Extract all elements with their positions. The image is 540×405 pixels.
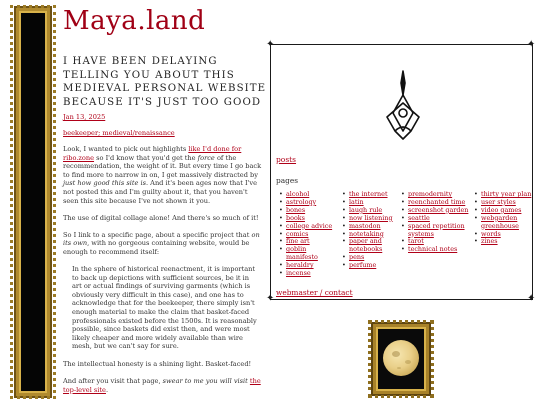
pages-column-2: [342, 191, 398, 270]
sidebar-panel: [266, 39, 536, 304]
page-link[interactable]: incense: [286, 269, 311, 278]
posts-link[interactable]: posts: [276, 155, 297, 164]
webmaster-contact-link[interactable]: webmaster / contact: [276, 288, 353, 297]
page-link[interactable]: screenshot garden: [408, 205, 469, 214]
ornate-pendant-emblem-icon: [373, 69, 433, 149]
page-link[interactable]: college advice: [286, 221, 333, 230]
moon-painting: [371, 322, 431, 396]
corner-ornament-icon: ✦: [266, 39, 275, 50]
page-link[interactable]: user styles: [481, 197, 516, 206]
page-link[interactable]: now listening: [349, 213, 393, 222]
corner-ornament-icon: ✦: [266, 293, 275, 304]
pages-column-3: [401, 191, 471, 254]
post-body: [63, 145, 263, 403]
page-link[interactable]: notetaking: [349, 229, 384, 238]
page-link[interactable]: webgarden greenhouse: [481, 213, 519, 230]
top-level-site-link[interactable]: the top-level site: [63, 377, 261, 394]
pages-column-1: [279, 191, 337, 278]
page-link[interactable]: thirty year plan: [481, 190, 532, 198]
page-link[interactable]: perfume: [349, 261, 377, 270]
post-title: I HAVE BEEN DELAYING TELLING YOU ABOUT THIS MEDIEVAL PERSONAL WEBSITE BECAUSE IT'S JUST TOO GOOD: [63, 56, 267, 108]
paragraph-4: The intellectual honesty is a shining light. Basket-faced!: [63, 359, 252, 368]
page-link[interactable]: pens: [349, 253, 365, 262]
page-link[interactable]: spaced repetition systems: [408, 221, 465, 238]
page-link[interactable]: reenchanted time: [408, 197, 466, 206]
paragraph-1: Look, I wanted to pick out highlights like I'd done for ribo.zone so I'd know that you'd get the force of the recommendation, the weight of it. But every time I go back to find more to narrow in on, I get massively distracted by just how good this site is. And it's been ages now that I've not posted this and I'm guilty about it, that you haven't seen this site because I've not shown it you.: [63, 145, 262, 205]
page-link[interactable]: seattle: [408, 213, 430, 222]
page-link[interactable]: astrology: [286, 197, 317, 206]
page-link[interactable]: goblin manifesto: [286, 245, 318, 262]
page-link[interactable]: video games: [481, 205, 522, 214]
page-link[interactable]: laugh rule: [349, 205, 383, 214]
page-link[interactable]: technical notes: [408, 245, 458, 254]
page-link[interactable]: bones: [286, 205, 306, 214]
left-gilded-frame: [14, 6, 52, 398]
pages-column-4: [474, 191, 536, 246]
full-moon-painting-icon: [383, 340, 419, 376]
page-link[interactable]: premodernity: [408, 190, 453, 198]
page-link[interactable]: the internet: [349, 190, 388, 198]
page-link[interactable]: fine art: [286, 237, 310, 246]
post-date-link[interactable]: Jan 13, 2025: [63, 113, 106, 121]
ribo-zone-link[interactable]: like I'd done for ribo.zone: [63, 145, 242, 162]
paragraph-5: And after you visit that page, swear to me you will visit the top-level site.: [63, 377, 261, 394]
corner-ornament-icon: ✦: [527, 39, 536, 50]
paragraph-3: So I link to a specific page, about a specific project that on its own, with no gorgeous containing website, would be enough to recommend itself:: [63, 230, 260, 256]
page-link[interactable]: zines: [481, 237, 498, 246]
page-link[interactable]: books: [286, 213, 305, 222]
page-link[interactable]: comics: [286, 229, 309, 238]
post-tags-link[interactable]: beekeeper; medieval/renaissance: [63, 129, 175, 137]
page-link[interactable]: tarot: [408, 237, 424, 246]
page-link[interactable]: heraldry: [286, 261, 314, 270]
page-link[interactable]: words: [481, 229, 501, 238]
site-title[interactable]: Maya.land: [63, 6, 206, 36]
paragraph-2: The use of digital collage alone! And there's so much of it!: [63, 213, 259, 222]
page-link[interactable]: latin: [349, 197, 364, 206]
beekeeper-quote: In the sphere of historical reenactment, it is important to back up depictions with sufficient sources, be it in art or actual findings of surviving garments (which is obviously very difficult in this case), and one has to acknowledge that for the beekeeper, there simply isn't enough material to make the claim that basket-faced professionals existed before the 1500s. It is reasonably possible, since baskets did exist then, and were most likely cheaper and more widely available than wire mesh, but we can't say for sure.: [72, 265, 257, 351]
corner-ornament-icon: ✦: [527, 293, 536, 304]
page-link[interactable]: alcohol: [286, 190, 310, 198]
page-link[interactable]: mastodon: [349, 221, 381, 230]
pages-heading: pages: [276, 176, 299, 185]
page-link[interactable]: paper and notebooks: [349, 237, 383, 254]
